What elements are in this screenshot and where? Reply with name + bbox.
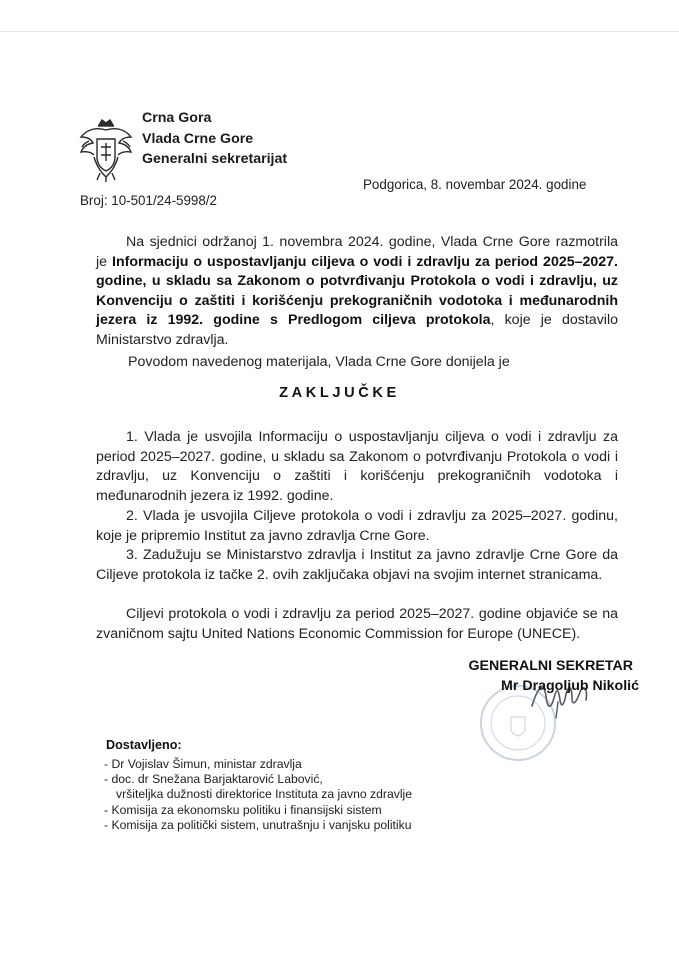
distribution-item: - Komisija za ekonomsku politiku i finansijski sistem: [104, 802, 382, 817]
intro-paragraph: [96, 233, 618, 351]
conclusion-item-1-text: 1. Vlada je usvojila Informaciju o uspostavljanju ciljeva o vodi i zdravlju za period 2025–2027. godine, u skladu sa Zakonom o potvrđivanju Protokola o vodi i zdravlju, uz Konvenciju o zaštiti i korišćenju prekograničnih vodotoka i međunarodnih jezera iz 1992. godine.: [96, 429, 618, 504]
conclusion-item-3: [96, 546, 618, 585]
intro-closing: Povodom navedenog materijala, Vlada Crne Gore donijela je: [128, 354, 510, 370]
closing-paragraph-text: Ciljevi protokola o vodi i zdravlju za period 2025–2027. godine objaviće se na zvaničnom sajtu United Nations Economic Commission for Europe (UNECE).: [96, 606, 618, 642]
conclusion-item-2-text: 2. Vlada je usvojila Ciljeve protokola o vodi i zdravlju za 2025–2027. godinu, koje je pripremio Institut za javno zdravlja Crne Gore.: [96, 508, 618, 544]
place-date: Podgorica, 8. novembar 2024. godine: [363, 177, 587, 192]
header-government: Vlada Crne Gore: [142, 131, 254, 147]
coat-of-arms-icon: [75, 117, 137, 183]
conclusions-heading: ZAKLJUČKE: [279, 385, 400, 401]
document-number: Broj: 10-501/24-5998/2: [80, 193, 217, 208]
conclusion-item-3-text: 3. Zadužuju se Ministarstvo zdravlja i Institut za javno zdravlje Crne Gore da Ciljeve protokola iz tačke 2. ovih zaključaka objavi na svojim internet stranicama.: [96, 547, 618, 583]
closing-paragraph: [96, 605, 618, 644]
signatory-name: Mr Dragoljub Nikolić: [501, 678, 639, 694]
conclusion-item-2: [96, 507, 618, 546]
header-country: Crna Gora: [142, 110, 212, 126]
page-top-edge: [0, 31, 679, 32]
conclusion-item-1: [96, 428, 618, 506]
distribution-title: Dostavljeno:: [106, 738, 182, 752]
intro-text-2: , koje je dostavilo Ministarstvo zdravlja.: [96, 312, 618, 348]
distribution-item-continuation: vršiteljka dužnosti direktorice Instituta za javno zdravlje: [116, 787, 413, 802]
distribution-item: - Dr Vojislav Šimun, ministar zdravlja: [104, 757, 302, 771]
distribution-list: [104, 757, 412, 833]
signatory-title: GENERALNI SEKRETAR: [468, 658, 633, 674]
intro-text-1: Na sjednici održanoj 1. novembra 2024. godine, Vlada Crne Gore razmotrila je: [96, 234, 618, 270]
distribution-item: - Komisija za politički sistem, unutrašnju i vanjsku politiku: [104, 817, 412, 832]
header-secretariat: Generalni sekretarijat: [142, 151, 288, 167]
distribution-item: - doc. dr Snežana Barjaktarović Labović,: [104, 772, 323, 787]
intro-bold-subject: Informaciju o uspostavljanju ciljeva o vodi i zdravlju za period 2025–2027. godine, u skladu sa Zakonom o potvrđivanju Protokola o vodi i zdravlju, uz Konvenciju o zaštiti i korišćenju prekograničnih vodotoka i međunarodnih jezera iz 1992. godine s Predlogom ciljeva protokola: [96, 253, 619, 329]
